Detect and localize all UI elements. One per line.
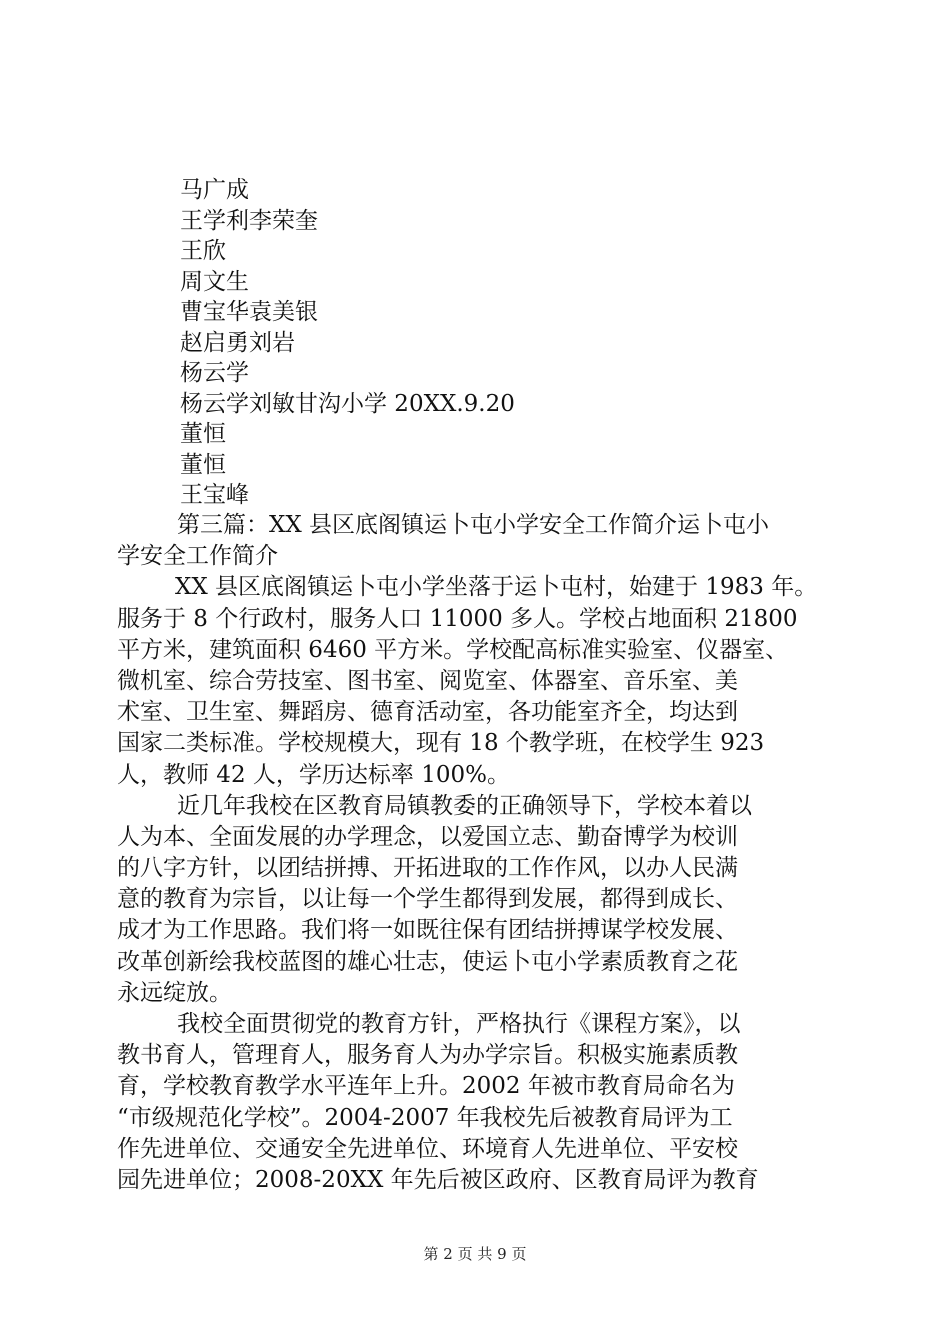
paragraph-line: 意的教育为宗旨，以让每一个学生都得到发展，都得到成长、 [117, 886, 738, 913]
name-line: 王学利李荣奎 [180, 207, 318, 234]
paragraph-line: 育，学校教育教学水平连年上升。2002 年被市教育局命名为 [117, 1073, 735, 1100]
paragraph-line: 微机室、综合劳技室、图书室、阅览室、体器室、音乐室、美 [117, 667, 738, 694]
paragraph-line: 服务于 8 个行政村，服务人口 11000 多人。学校占地面积 21800 [117, 605, 798, 632]
article-body [117, 510, 831, 1196]
paragraph-line: 作先进单位、交通安全先进单位、环境育人先进单位、平安校 [117, 1135, 738, 1162]
paragraph-line: 园先进单位；2008-20XX 年先后被区政府、区教育局评为教育 [117, 1166, 759, 1193]
page-number-footer: 第 2 页 共 9 页 [423, 1245, 527, 1263]
paragraph-line: XX 县区底阁镇运卜屯小学坐落于运卜屯村，始建于 1983 年。 [175, 574, 818, 601]
name-line: 杨云学刘敏甘沟小学 20XX.9.20 [180, 390, 515, 417]
paragraph-line: 教书育人，管理育人，服务育人为办学宗旨。积极实施素质教 [117, 1042, 738, 1069]
name-line: 董恒 [180, 451, 226, 478]
paragraph-line: 国家二类标准。学校规模大，现有 18 个教学班，在校学生 923 [117, 730, 765, 757]
paragraph-line: 人为本、全面发展的办学理念，以爱国立志、勤奋博学为校训 [117, 823, 738, 850]
name-line: 赵启勇刘岩 [180, 329, 295, 356]
paragraph-line: 成才为工作思路。我们将一如既往保有团结拼搏谋学校发展、 [117, 917, 738, 944]
paragraph-line: “市级规范化学校”。2004-2007 年我校先后被教育局评为工 [117, 1104, 733, 1131]
paragraph-line: 永远绽放。 [117, 979, 232, 1006]
paragraph-line: 平方米，建筑面积 6460 平方米。学校配高标准实验室、仪器室、 [117, 636, 789, 663]
paragraph-line: 我校全面贯彻党的教育方针，严格执行《课程方案》，以 [177, 1011, 741, 1037]
paragraph-line: 近几年我校在区教育局镇教委的正确领导下，学校本着以 [177, 792, 752, 819]
name-line: 王宝峰 [180, 482, 249, 508]
name-line: 董恒 [180, 421, 226, 447]
name-line: 曹宝华袁美银 [180, 299, 318, 325]
section-heading-line: 学安全工作简介 [117, 543, 278, 570]
section-heading-line: 第三篇：XX 县区底阁镇运卜屯小学安全工作简介运卜屯小 [177, 512, 770, 538]
name-line: 周文生 [180, 268, 249, 295]
name-line: 杨云学 [180, 360, 249, 386]
name-line: 马广成 [180, 177, 249, 203]
paragraph-line: 改革创新绘我校蓝图的雄心壮志，使运卜屯小学素质教育之花 [117, 948, 738, 975]
name-line: 王欣 [180, 238, 226, 264]
paragraph-line: 术室、卫生室、舞蹈房、德育活动室，各功能室齐全，均达到 [117, 699, 738, 726]
name-list [180, 175, 515, 511]
paragraph-line: 人，教师 42 人，学历达标率 100%。 [117, 761, 510, 788]
paragraph-line: 的八字方针，以团结拼搏、开拓进取的工作作风，以办人民满 [117, 855, 738, 882]
